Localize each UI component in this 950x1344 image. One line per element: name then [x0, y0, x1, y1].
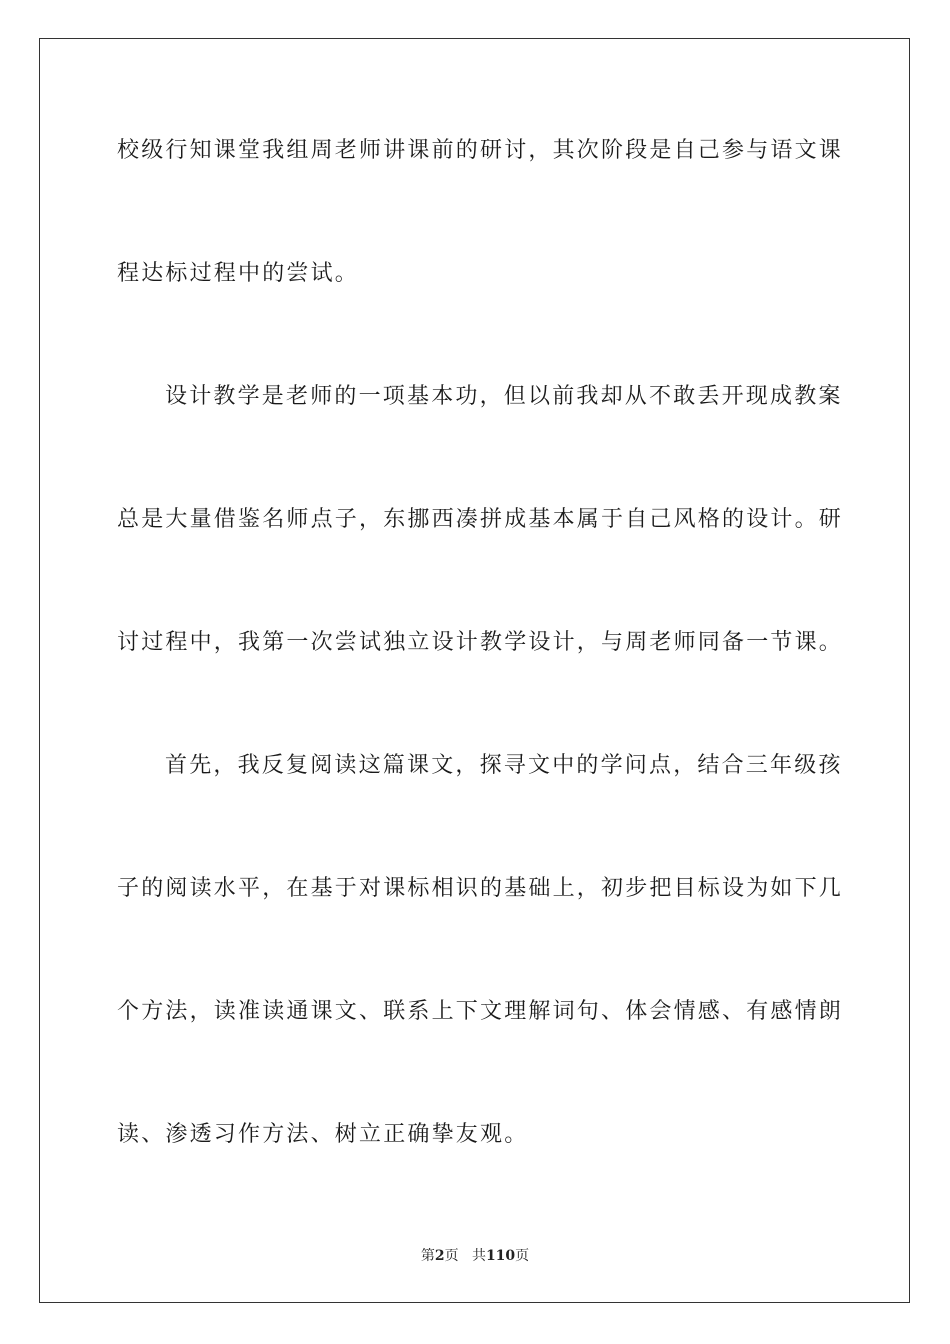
page-border	[39, 38, 910, 1303]
paragraph-line: 读、渗透习作方法、树立正确挚友观。	[117, 1122, 529, 1147]
page-footer	[0, 1247, 950, 1265]
paragraph-line: 讨过程中，我第一次尝试独立设计教学设计，与周老师同备一节课。	[117, 630, 844, 655]
total-prefix: 共	[471, 1248, 486, 1264]
paragraph-line: 个方法，读准读通课文、联系上下文理解词句、体会情感、有感情朗	[117, 999, 844, 1024]
total-suffix: 页	[515, 1248, 530, 1264]
paragraph-line: 校级行知课堂我组周老师讲课前的研讨，其次阶段是自己参与语文课	[117, 138, 844, 163]
paragraph-line: 子的阅读水平，在基于对课标相识的基础上，初步把目标设为如下几	[117, 876, 844, 901]
total-pages: 110	[485, 1248, 516, 1264]
paragraph-line: 总是大量借鉴名师点子，东挪西凑拼成基本属于自己风格的设计。研	[117, 507, 844, 532]
page-number: 2	[434, 1248, 445, 1264]
paragraph-line: 设计教学是老师的一项基本功，但以前我却从不敢丢开现成教案	[165, 384, 843, 409]
paragraph-line: 程达标过程中的尝试。	[117, 261, 360, 286]
page-prefix: 第	[420, 1248, 435, 1264]
paragraph-line: 首先，我反复阅读这篇课文，探寻文中的学问点，结合三年级孩	[165, 753, 843, 778]
page-suffix: 页	[444, 1248, 459, 1264]
